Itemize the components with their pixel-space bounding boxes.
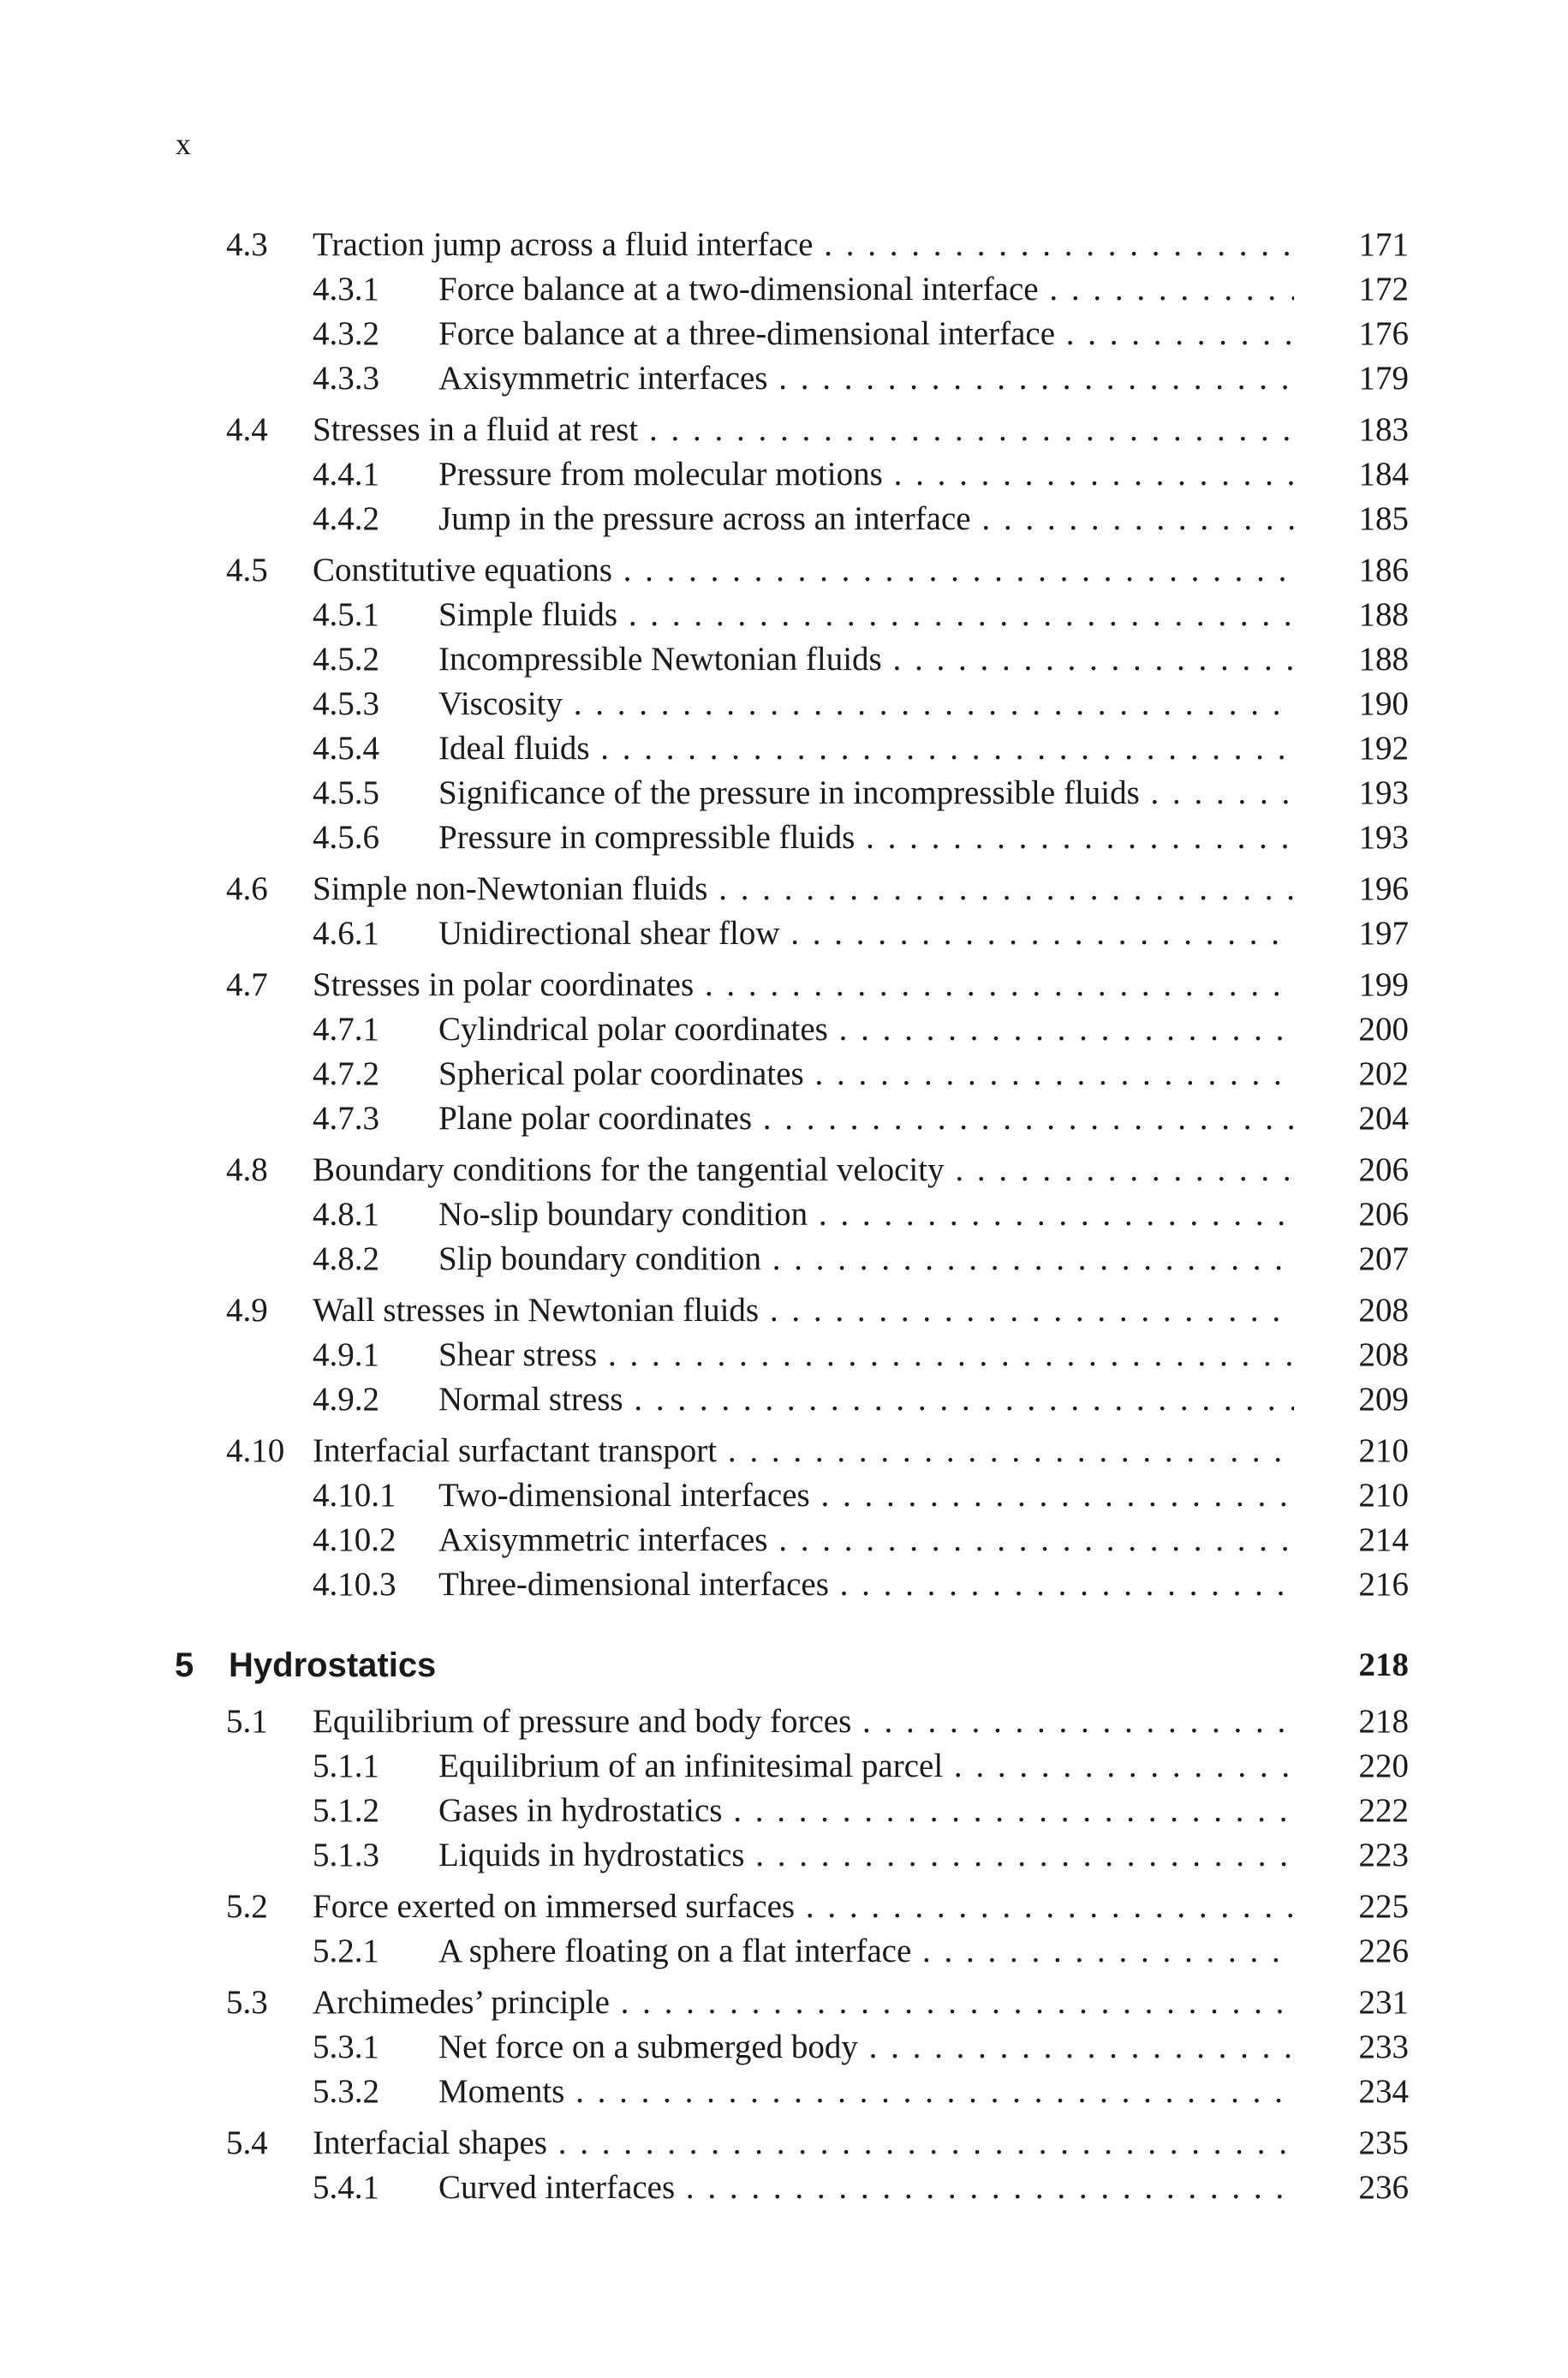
toc-section-row[interactable] — [0, 1885, 1568, 1929]
toc-subsection-row[interactable] — [0, 593, 1568, 637]
toc-subsection-row[interactable] — [0, 1929, 1568, 1974]
toc-entry-page: 192 — [1358, 730, 1409, 767]
toc-entry-title[interactable]: Force exerted on immersed surfaces . . . — [313, 1885, 1294, 1929]
toc-subsection-row[interactable] — [0, 356, 1568, 401]
toc-subsection-row[interactable] — [0, 1744, 1568, 1789]
toc-section-row[interactable] — [0, 1288, 1568, 1333]
toc-entry-title[interactable]: Gases in hydrostatics . . . — [438, 1789, 1294, 1833]
toc-entry-title[interactable]: Axisymmetric interfaces . . . — [438, 356, 1294, 401]
toc-entry-title[interactable]: Stresses in a fluid at rest . . . — [313, 408, 1294, 452]
toc-section-row[interactable] — [0, 223, 1568, 267]
toc-entry-title[interactable]: Jump in the pressure across an interface . . . — [438, 497, 1294, 541]
toc-entry-title[interactable]: Plane polar coordinates . . . — [438, 1096, 1294, 1141]
toc-entry-number: 5.3.2 — [313, 2073, 379, 2110]
toc-subsection-row[interactable] — [0, 2070, 1568, 2114]
toc-entry-number: 4.4.1 — [313, 456, 379, 493]
toc-subsection-row[interactable] — [0, 1333, 1568, 1377]
toc-section-row[interactable] — [0, 1700, 1568, 1744]
toc-entry-page: 172 — [1358, 271, 1409, 308]
toc-entry-title[interactable]: Archimedes’ principle . . . — [313, 1981, 1294, 2025]
toc-entry-page: 188 — [1358, 596, 1409, 633]
toc-entry-number: 4.5.1 — [313, 596, 379, 633]
toc-entry-number: 5.2 — [226, 1888, 268, 1925]
toc-subsection-row[interactable] — [0, 1007, 1568, 1052]
toc-entry-title[interactable]: Equilibrium of pressure and body forces . . . — [313, 1700, 1294, 1744]
toc-entry-number: 4.7.2 — [313, 1055, 379, 1092]
toc-entry-title[interactable]: Ideal fluids . . . — [438, 726, 1294, 771]
toc-entry-page: 216 — [1358, 1566, 1409, 1603]
toc-entry-title[interactable]: Interfacial shapes . . . — [313, 2121, 1294, 2166]
toc-entry-page: 202 — [1358, 1055, 1409, 1092]
toc-entry-page: 200 — [1358, 1011, 1409, 1048]
toc-entry-title[interactable]: No-slip boundary condition . . . — [438, 1192, 1294, 1237]
toc-entry-number: 4.3 — [226, 226, 268, 263]
toc-entry-number: 5.1.3 — [313, 1837, 379, 1873]
toc-subsection-row[interactable] — [0, 1789, 1568, 1833]
toc-entry-number: 4.8.1 — [313, 1196, 379, 1233]
toc-entry-page: 185 — [1358, 500, 1409, 537]
toc-entry-title[interactable]: Incompressible Newtonian fluids . . . — [438, 637, 1294, 682]
toc-section-row[interactable] — [0, 1981, 1568, 2025]
toc-entry-page: 210 — [1358, 1477, 1409, 1514]
toc-entry-number: 5.3 — [226, 1984, 268, 2021]
page-number: x — [176, 127, 191, 161]
toc-entry-title[interactable]: Cylindrical polar coordinates . . . — [438, 1007, 1294, 1052]
toc-entry-title[interactable]: Slip boundary condition . . . — [438, 1237, 1294, 1282]
toc-entry-number: 4.7.1 — [313, 1011, 379, 1048]
toc-subsection-row[interactable] — [0, 267, 1568, 312]
toc-subsection-row[interactable] — [0, 911, 1568, 956]
toc-entry-page: 208 — [1358, 1336, 1409, 1373]
toc-entry-page: 206 — [1358, 1196, 1409, 1233]
toc-subsection-row[interactable] — [0, 1096, 1568, 1141]
toc-subsection-row[interactable] — [0, 1473, 1568, 1518]
toc-entry-title[interactable]: Shear stress . . . — [438, 1333, 1294, 1377]
toc-entry-page: 214 — [1358, 1521, 1409, 1558]
toc-subsection-row[interactable] — [0, 816, 1568, 860]
toc-subsection-row[interactable] — [0, 1377, 1568, 1422]
toc-subsection-row[interactable] — [0, 2166, 1568, 2210]
toc-subsection-row[interactable] — [0, 1833, 1568, 1878]
toc-entry-number: 4.8.2 — [313, 1240, 379, 1277]
toc-entry-page: 193 — [1358, 774, 1409, 811]
toc-subsection-row[interactable] — [0, 312, 1568, 356]
toc-entry-number: 4.10.1 — [313, 1477, 396, 1514]
toc-entry-number: 4.5.2 — [313, 641, 379, 678]
toc-entry-title[interactable]: Interfacial surfactant transport . . . — [313, 1429, 1294, 1473]
toc-entry-title[interactable]: Liquids in hydrostatics . . . — [438, 1833, 1294, 1878]
toc-entry-number: 4.10.2 — [313, 1521, 396, 1558]
toc-entry-title[interactable]: Simple non-Newtonian fluids . . . — [313, 867, 1294, 911]
toc-entry-title[interactable]: Significance of the pressure in incompressible fluids . . . — [438, 771, 1294, 816]
toc-entry-page: 226 — [1358, 1933, 1409, 1969]
toc-entry-title[interactable]: Hydrostatics — [229, 1646, 437, 1684]
toc-entry-page: 218 — [1358, 1646, 1409, 1683]
toc-entry-number: 4.5.5 — [313, 774, 379, 811]
toc-section-row[interactable] — [0, 2121, 1568, 2166]
toc-subsection-row[interactable] — [0, 682, 1568, 726]
toc-entry-page: 223 — [1358, 1837, 1409, 1873]
toc-subsection-row[interactable] — [0, 637, 1568, 682]
toc-section-row[interactable] — [0, 1148, 1568, 1192]
toc-entry-title[interactable]: Viscosity . . . — [438, 682, 1294, 726]
toc-entry-number: 4.6 — [226, 870, 268, 907]
toc-section-row[interactable] — [0, 408, 1568, 452]
toc-entry-page: 196 — [1358, 870, 1409, 907]
toc-entry-page: 234 — [1358, 2073, 1409, 2110]
toc-entry-title[interactable]: A sphere floating on a flat interface . . . — [438, 1929, 1294, 1974]
toc-subsection-row[interactable] — [0, 726, 1568, 771]
toc-entry-number: 5 — [175, 1646, 194, 1684]
toc-subsection-row[interactable] — [0, 1192, 1568, 1237]
toc-entry-title[interactable]: Pressure in compressible fluids . . . — [438, 816, 1294, 860]
toc-entry-title[interactable]: Stresses in polar coordinates . . . — [313, 963, 1294, 1007]
toc-entry-page: 210 — [1358, 1432, 1409, 1469]
toc-entry-number: 4.10 — [226, 1432, 285, 1469]
toc-entry-number: 4.6.1 — [313, 915, 379, 952]
toc-entry-number: 5.1 — [226, 1703, 268, 1740]
toc-entry-title[interactable]: Equilibrium of an infinitesimal parcel . . . — [438, 1744, 1294, 1789]
toc-entry-page: 220 — [1358, 1748, 1409, 1784]
toc-entry-title[interactable]: Two-dimensional interfaces . . . — [438, 1473, 1294, 1518]
toc-entry-number: 5.4 — [226, 2124, 268, 2161]
toc-entry-number: 4.5 — [226, 552, 268, 589]
toc-entry-page: 225 — [1358, 1888, 1409, 1925]
toc-entry-number: 4.4.2 — [313, 500, 379, 537]
toc-entry-page: 184 — [1358, 456, 1409, 493]
toc-entry-page: 199 — [1358, 966, 1409, 1003]
toc-entry-page: 193 — [1358, 819, 1409, 856]
toc-entry-title[interactable]: Pressure from molecular motions . . . — [438, 452, 1294, 497]
toc-entry-number: 4.3.3 — [313, 360, 379, 397]
toc-entry-title[interactable]: Normal stress . . . — [438, 1377, 1294, 1422]
toc-section-row[interactable] — [0, 1429, 1568, 1473]
toc-entry-page: 204 — [1358, 1100, 1409, 1137]
toc-entry-number: 4.7.3 — [313, 1100, 379, 1137]
toc-entry-page: 179 — [1358, 360, 1409, 397]
toc-entry-number: 4.8 — [226, 1151, 268, 1188]
toc-entry-number: 5.4.1 — [313, 2169, 379, 2206]
toc-subsection-row[interactable] — [0, 1052, 1568, 1096]
toc-entry-number: 4.5.3 — [313, 685, 379, 722]
toc-subsection-row[interactable] — [0, 2025, 1568, 2070]
toc-entry-page: 183 — [1358, 411, 1409, 448]
toc-entry-page: 186 — [1358, 552, 1409, 589]
toc-entry-page: 176 — [1358, 315, 1409, 352]
toc-subsection-row[interactable] — [0, 1518, 1568, 1562]
toc-entry-title[interactable]: Constitutive equations . . . — [313, 548, 1294, 593]
toc-entry-number: 4.9.2 — [313, 1381, 379, 1418]
toc-entry-title[interactable]: Spherical polar coordinates . . . — [438, 1052, 1294, 1096]
toc-entry-title[interactable]: Simple fluids . . . — [438, 593, 1294, 637]
toc-subsection-row[interactable] — [0, 452, 1568, 497]
toc-entry-title[interactable]: Curved interfaces . . . — [438, 2166, 1294, 2210]
toc-subsection-row[interactable] — [0, 1237, 1568, 1282]
toc-entry-title[interactable]: Axisymmetric interfaces . . . — [438, 1518, 1294, 1562]
toc-entry-page: 208 — [1358, 1292, 1409, 1329]
toc-entry-page: 222 — [1358, 1792, 1409, 1829]
toc-entry-page: 190 — [1358, 685, 1409, 722]
toc-entry-number: 4.9.1 — [313, 1336, 379, 1373]
toc-entry-title[interactable]: Moments . . . — [438, 2070, 1294, 2114]
toc-entry-number: 5.1.1 — [313, 1748, 379, 1784]
toc-entry-page: 188 — [1358, 641, 1409, 678]
toc-entry-page: 231 — [1358, 1984, 1409, 2021]
toc-entry-number: 4.3.1 — [313, 271, 379, 308]
toc-entry-number: 4.5.4 — [313, 730, 379, 767]
toc-entry-number: 4.9 — [226, 1292, 268, 1329]
toc-chapter-row[interactable] — [0, 1643, 1568, 1688]
toc-section-row[interactable] — [0, 548, 1568, 593]
toc-entry-number: 5.2.1 — [313, 1933, 379, 1969]
toc-entry-number: 4.3.2 — [313, 315, 379, 352]
toc-entry-number: 4.4 — [226, 411, 268, 448]
toc-entry-title[interactable]: Three-dimensional interfaces . . . — [438, 1562, 1294, 1607]
toc-entry-number: 4.10.3 — [313, 1566, 396, 1603]
toc-entry-page: 197 — [1358, 915, 1409, 952]
toc-entry-page: 236 — [1358, 2169, 1409, 2206]
toc-entry-title[interactable]: Unidirectional shear flow . . . — [438, 911, 1294, 956]
toc-entry-title[interactable]: Traction jump across a fluid interface . . . — [313, 223, 1294, 267]
toc-entry-title[interactable]: Force balance at a two-dimensional interface . . . — [438, 267, 1294, 312]
toc-entry-page: 209 — [1358, 1381, 1409, 1418]
toc-section-row[interactable] — [0, 867, 1568, 911]
toc-entry-number: 5.1.2 — [313, 1792, 379, 1829]
toc-entry-title[interactable]: Wall stresses in Newtonian fluids . . . — [313, 1288, 1294, 1333]
toc-entry-page: 235 — [1358, 2124, 1409, 2161]
toc-entry-title[interactable]: Force balance at a three-dimensional interface . . . — [438, 312, 1294, 356]
toc-entry-page: 233 — [1358, 2028, 1409, 2065]
toc-entry-page: 218 — [1358, 1703, 1409, 1740]
toc-entry-page: 207 — [1358, 1240, 1409, 1277]
toc-entry-number: 4.7 — [226, 966, 268, 1003]
toc-subsection-row[interactable] — [0, 497, 1568, 541]
toc-entry-number: 4.5.6 — [313, 819, 379, 856]
toc-entry-number: 5.3.1 — [313, 2028, 379, 2065]
toc-entry-title[interactable]: Boundary conditions for the tangential velocity . . . — [313, 1148, 1294, 1192]
toc-entry-title[interactable]: Net force on a submerged body . . . — [438, 2025, 1294, 2070]
toc-entry-page: 171 — [1358, 226, 1409, 263]
toc-section-row[interactable] — [0, 963, 1568, 1007]
toc-subsection-row[interactable] — [0, 771, 1568, 816]
toc-entry-page: 206 — [1358, 1151, 1409, 1188]
toc-subsection-row[interactable] — [0, 1562, 1568, 1607]
